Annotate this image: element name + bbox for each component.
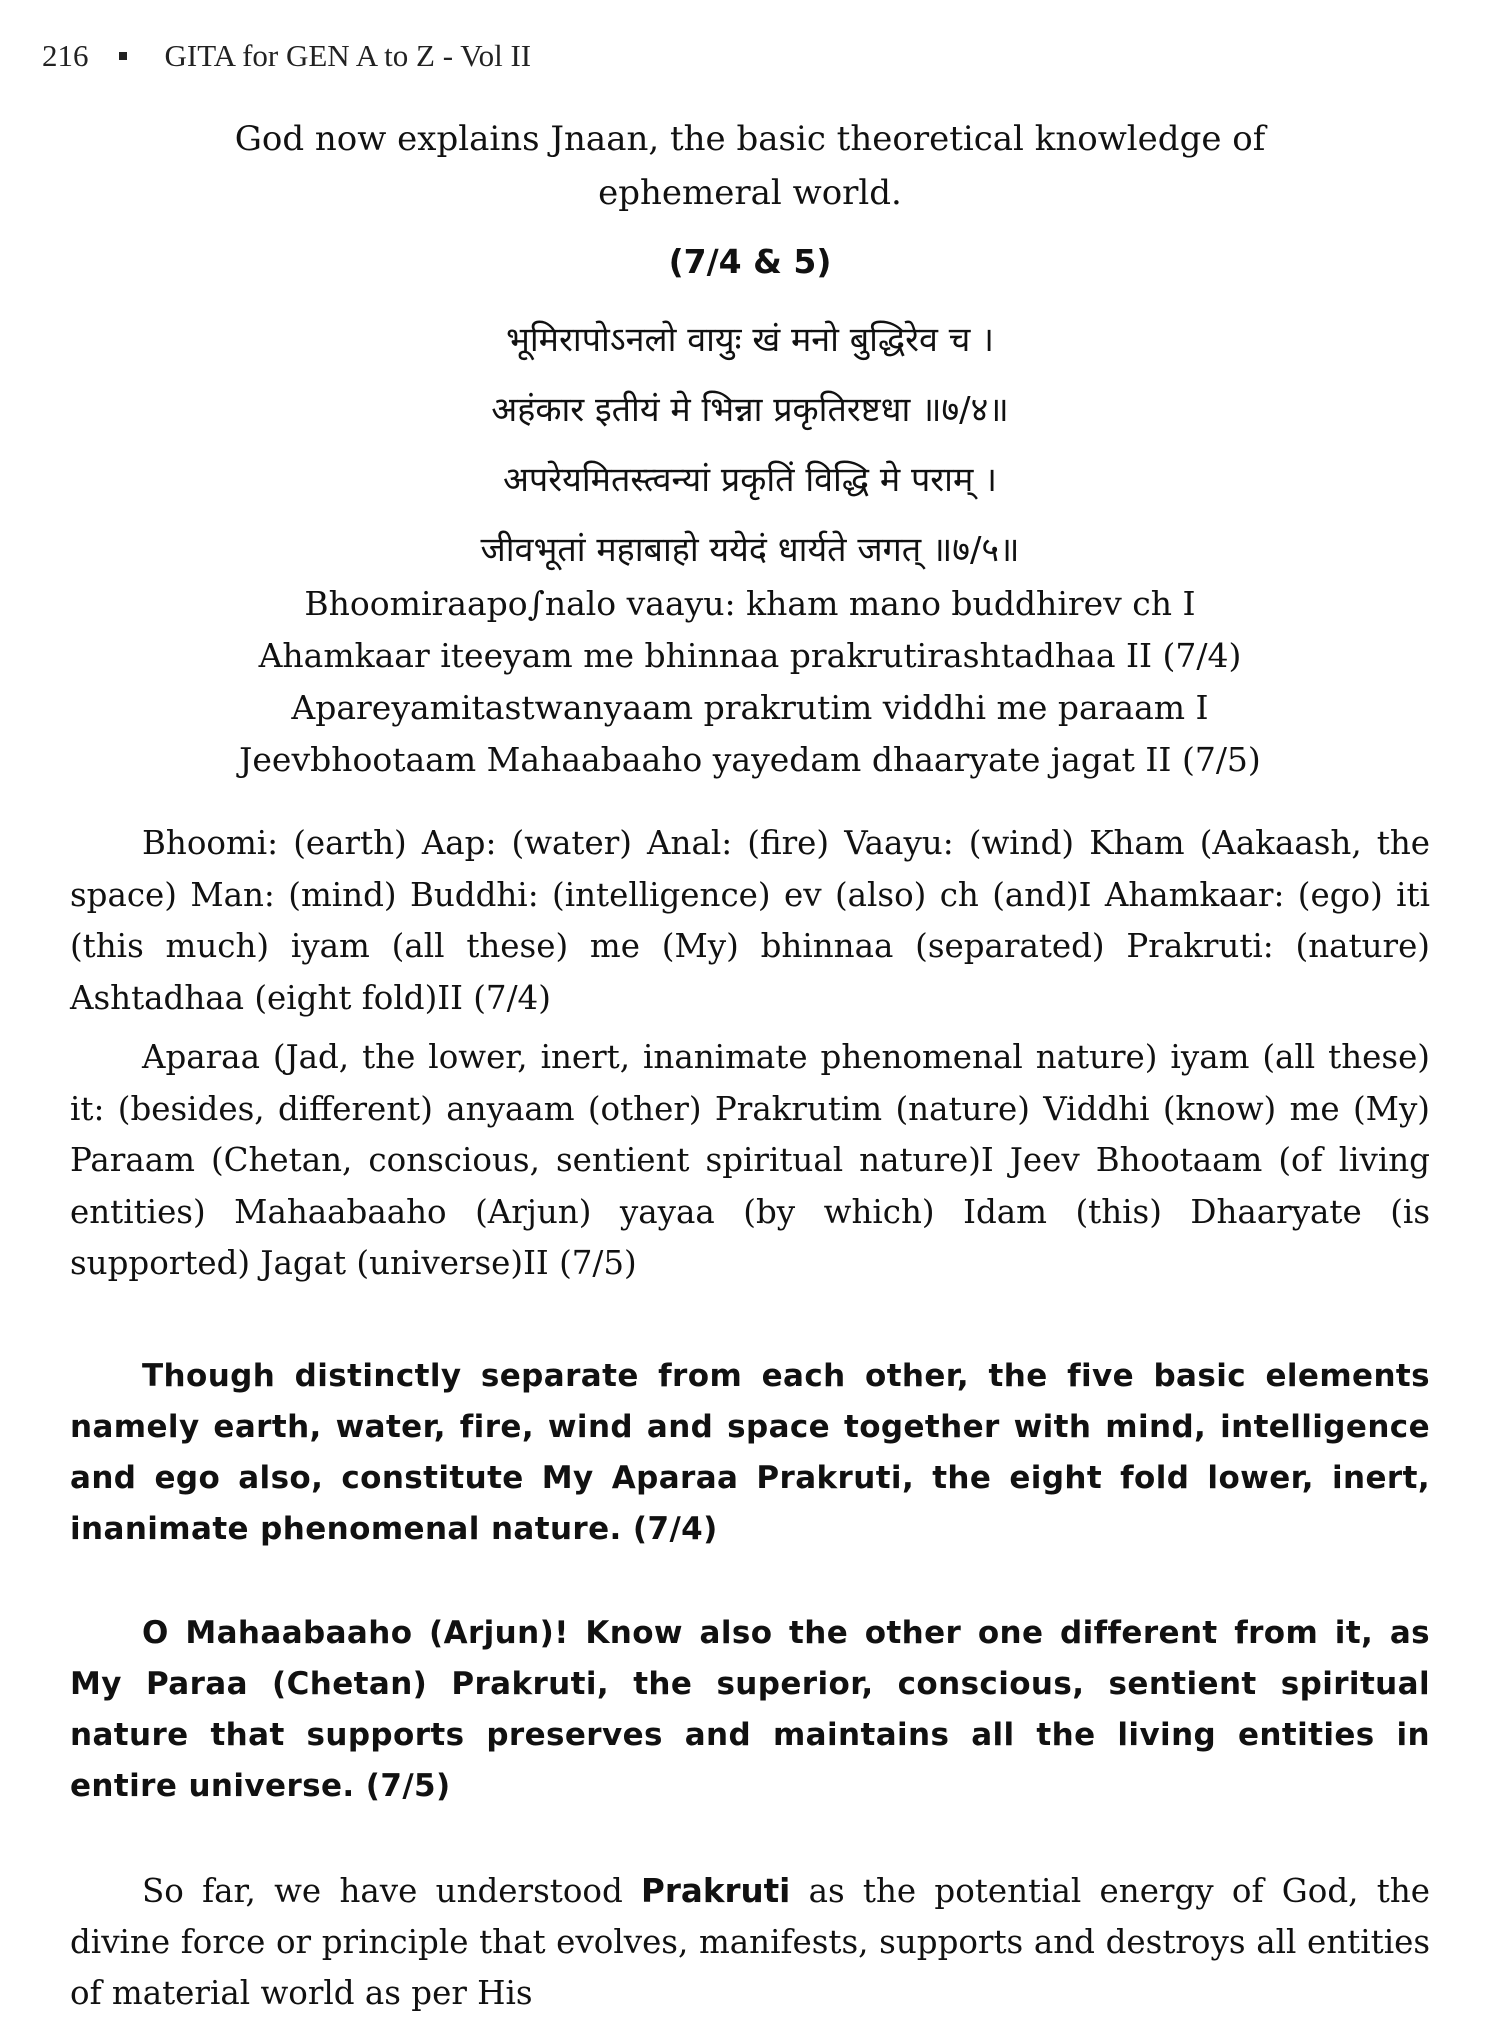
summary-verse-4 <box>70 1351 1430 1555</box>
transliteration-line: Ahamkaar iteeyam me bhinnaa prakrutirashtadhaa II (7/4) <box>258 636 1242 675</box>
intro-paragraph <box>60 112 1440 220</box>
sanskrit-line: जीवभूतां महाबाहो ययेदं धार्यते जगत् ॥७/५॥ <box>480 530 1020 570</box>
summary-paragraph: O Mahaabaaho (Arjun)! Know also the other one different from it, as My Paraa (Chetan) Prakruti, the superior, conscious, sentient spiritual nature that supports preserves and maintains all the living entities in entire universe. (7/5) <box>70 1615 1430 1804</box>
intro-line: God now explains Jnaan, the basic theoretical knowledge of <box>234 119 1266 159</box>
verse-reference: (7/4 & 5) <box>668 242 832 281</box>
closing-text-end: as the potential energy of God, the divine force or principle that evolves, manifests, supports and destroys all entities of material world as per His <box>70 1872 1430 2012</box>
sanskrit-line: अपरेयमितस्त्वन्यां प्रकृतिं विद्धि मे पराम् । <box>502 460 998 500</box>
transliteration-line: Jeevbhootaam Mahaabaaho yayedam dhaaryate jagat II (7/5) <box>239 740 1261 779</box>
intro-line: ephemeral world. <box>598 173 902 213</box>
transliteration-line: Bhoomiraapo∫nalo vaayu: kham mano buddhirev ch I <box>304 584 1196 623</box>
summary-verse-5 <box>70 1608 1430 1812</box>
closing-bold-term: Prakruti <box>641 1872 791 1910</box>
transliteration-block <box>60 578 1440 786</box>
transliteration-line: Apareyamitastwanyaam prakrutim viddhi me paraam I <box>291 688 1209 727</box>
header-bullet-icon <box>119 52 127 60</box>
sanskrit-line: अहंकार इतीयं मे भिन्ना प्रकृतिरष्टधा ॥७/४॥ <box>491 390 1009 430</box>
word-meanings-paragraph: Aparaa (Jad, the lower, inert, inanimate phenomenal nature) iyam (all these) it: (besides, different) anyaam (other) Prakrutim (nature) Viddhi (know) me (My) Paraam (Chetan, conscious, sentient spiritual nature)I Jeev Bhootaam (of living entities) Mahaabaaho (Arjun) yayaa (by which) Idam (this) Dhaaryate (is supported) Jagat (universe)II (7/5) <box>70 1038 1430 1282</box>
closing-text <box>70 1866 1430 2019</box>
running-header <box>42 38 531 74</box>
word-meanings <box>70 818 1430 1298</box>
closing-paragraph <box>70 1866 1430 2019</box>
sanskrit-line: भूमिरापोऽनलो वायुः खं मनो बुद्धिरेव च । <box>505 320 995 360</box>
page-number: 216 <box>42 38 89 73</box>
book-title: GITA for GEN A to Z - Vol II <box>164 38 532 73</box>
word-meanings-paragraph: Bhoomi: (earth) Aap: (water) Anal: (fire) Vaayu: (wind) Kham (Aakaash, the space) Man: (mind) Buddhi: (intelligence) ev (also) ch (and)I Ahamkaar: (ego) iti (this much) iyam (all these) me (My) bhinnaa (separated) Prakruti: (nature) Ashtadhaa (eight fold)II (7/4) <box>70 824 1430 1017</box>
closing-text-start: So far, we have understood <box>142 1872 642 1910</box>
sanskrit-verse <box>0 305 1500 585</box>
summary-paragraph: Though distinctly separate from each other, the five basic elements namely earth, water, fire, wind and space together with mind, intelligence and ego also, constitute My Aparaa Prakruti, the eight fold lower, inert, inanimate phenomenal nature. (7/4) <box>70 1358 1430 1547</box>
